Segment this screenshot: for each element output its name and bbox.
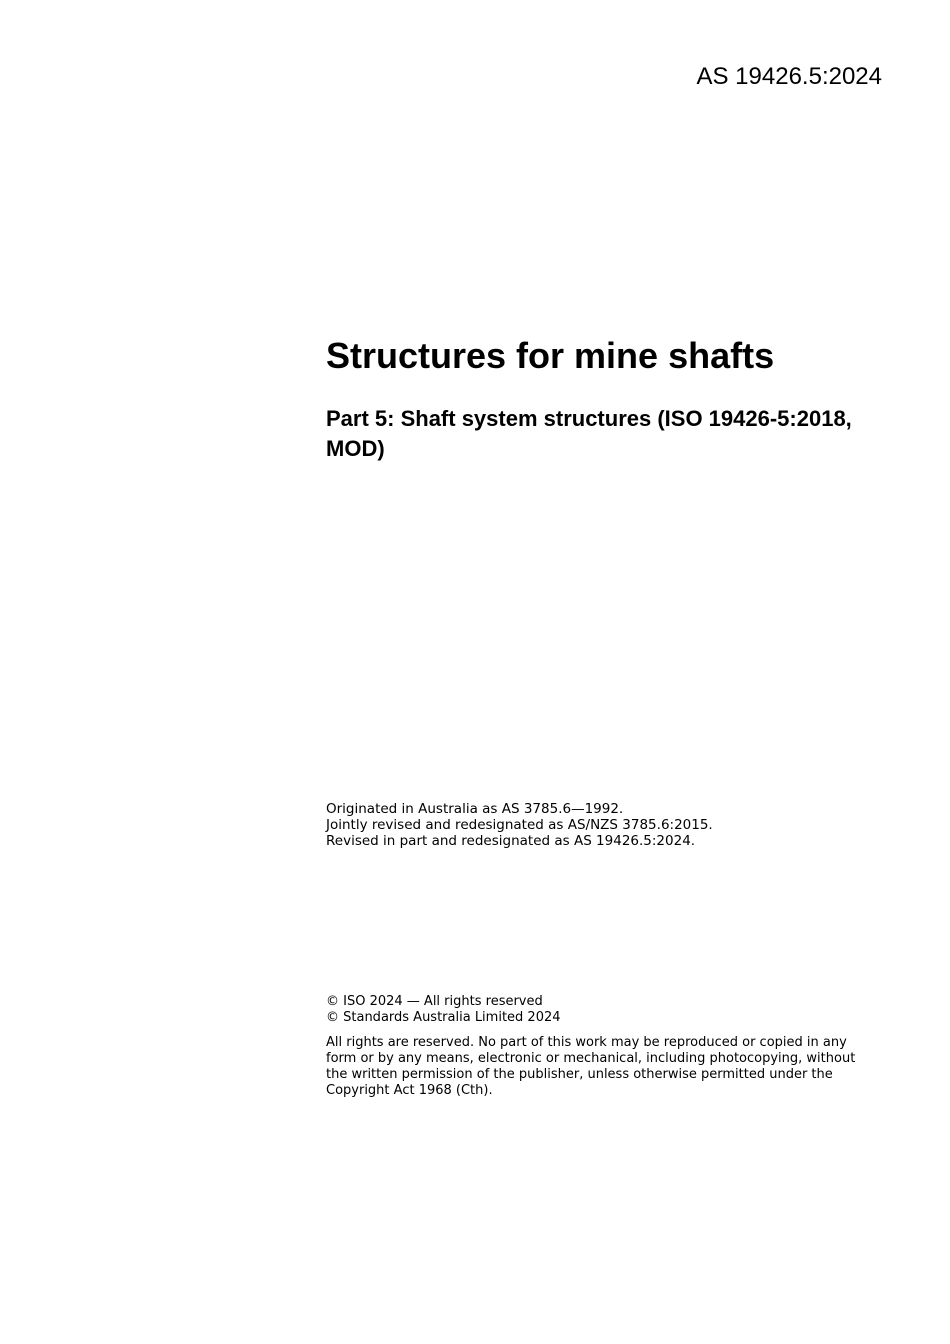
copyright-block <box>326 994 856 1099</box>
document-number: AS 19426.5:2024 <box>696 63 882 90</box>
rights-notice: All rights are reserved. No part of this work may be reproduced or copied in any form or by any means, electronic or mechanical, including photocopying, without the written permission of the publisher, unless otherwise permitted under the Copyright Act 1968 (Cth). <box>326 1035 856 1098</box>
document-subtitle: Part 5: Shaft system structures (ISO 19426-5:2018, MOD) <box>326 406 852 461</box>
copyright-standards-australia: © Standards Australia Limited 2024 <box>326 1010 561 1025</box>
document-title: Structures for mine shafts <box>326 335 775 376</box>
copyright-iso: © ISO 2024 — All rights reserved <box>326 994 543 1009</box>
history-line-jointly-revised: Jointly revised and redesignated as AS/NZS 3785.6:2015. <box>326 817 713 833</box>
history-line-originated: Originated in Australia as AS 3785.6—1992. <box>326 801 624 817</box>
history-line-revised: Revised in part and redesignated as AS 19426.5:2024. <box>326 833 696 849</box>
publication-history <box>326 801 866 849</box>
title-block <box>326 334 856 464</box>
